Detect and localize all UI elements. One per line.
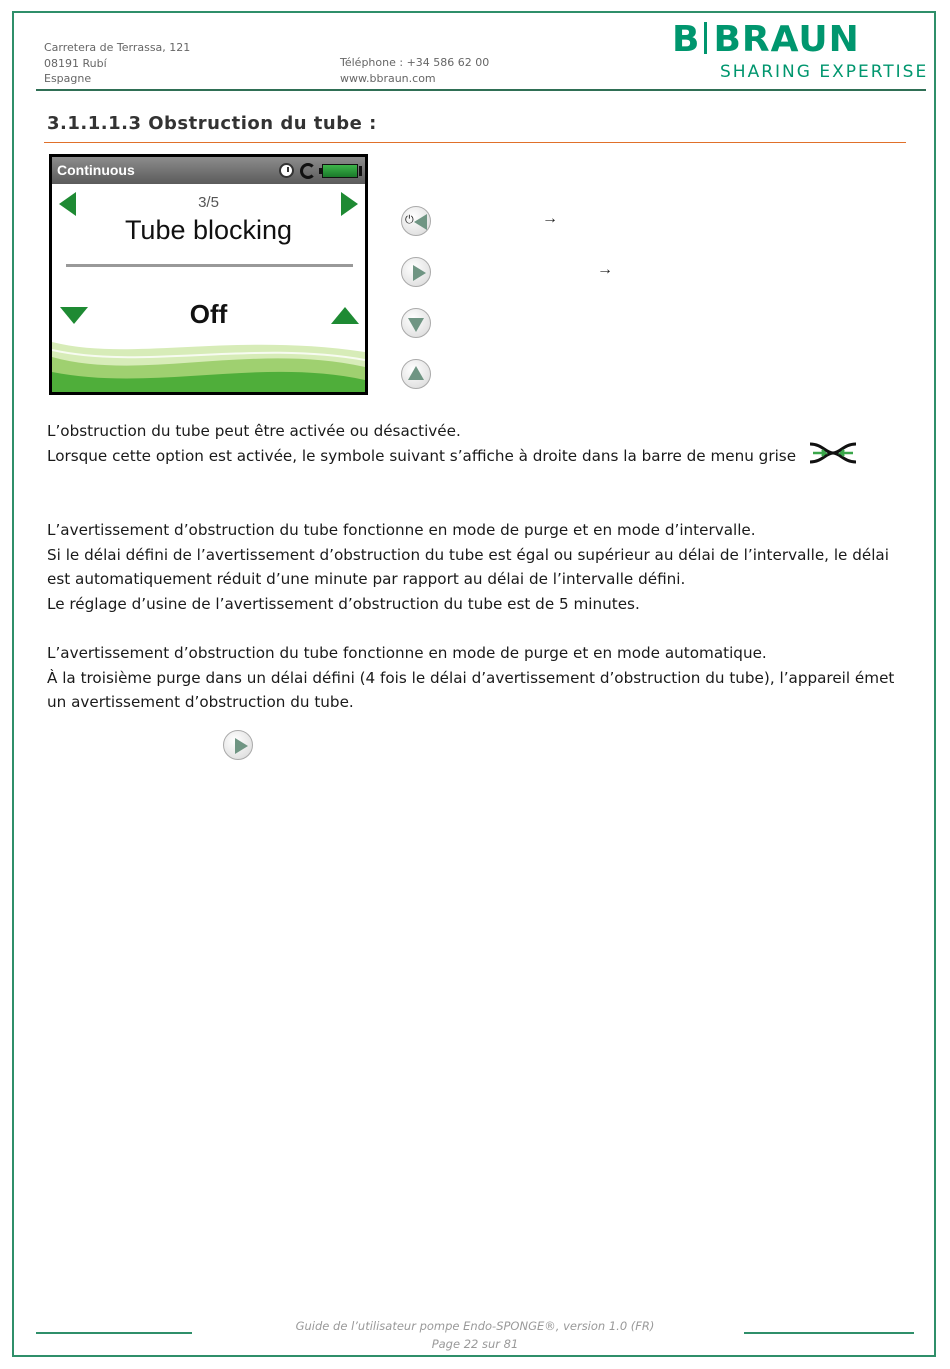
- left-arrow-icon: [414, 214, 427, 230]
- phone-number: Téléphone : +34 586 62 00: [340, 56, 490, 69]
- logo-wordmark: BRAUN: [713, 19, 860, 60]
- setting-value: Off: [189, 299, 228, 329]
- next-button-icon: [223, 730, 253, 760]
- logo-tagline: SHARING EXPERTISE: [720, 62, 929, 82]
- mode-label: Continuous: [57, 162, 135, 178]
- paragraph-activation: [47, 419, 796, 468]
- section-divider: [44, 142, 906, 143]
- paragraph-automatic-mode: [47, 641, 894, 715]
- bbraun-logo: [672, 18, 860, 62]
- legend-up-row: [401, 359, 701, 391]
- screen-divider: [66, 264, 353, 267]
- logo-letter-b: B: [672, 19, 701, 60]
- right-arrow-icon: →: [597, 261, 613, 278]
- play-arrow-icon: [235, 738, 248, 754]
- wave-decoration-icon: [52, 322, 365, 392]
- text-line: Si le délai défini de l’avertissement d’obstruction du tube est égal ou supérieur au délai de l’intervalle, le délai: [47, 545, 889, 564]
- company-address: [44, 40, 190, 87]
- text-line: L’avertissement d’obstruction du tube fonctionne en mode de purge et en mode automatique.: [47, 644, 767, 662]
- power-icon: ⏻: [405, 214, 414, 226]
- section-title: 3.1.1.1.3 Obstruction du tube :: [47, 113, 377, 134]
- device-menu-bar: [52, 157, 365, 184]
- device-display: [52, 157, 365, 392]
- text-line: Le réglage d’usine de l’avertissement d’obstruction du tube est de 5 minutes.: [47, 594, 640, 613]
- legend-back-row: [401, 206, 701, 238]
- header-divider: [36, 89, 926, 91]
- paragraph-interval-mode: [47, 518, 889, 616]
- company-contact: [340, 55, 489, 86]
- back-power-button-icon: [401, 206, 431, 236]
- right-arrow-icon: →: [542, 210, 558, 227]
- footer-guide-title: Guide de l’utilisateur pompe Endo-SPONGE®, version 1.0 (FR): [295, 1319, 655, 1333]
- text-line: un avertissement d’obstruction du tube.: [47, 693, 354, 711]
- text-line: est automatiquement réduit d’une minute par rapport au délai de l’intervalle défini.: [47, 570, 686, 588]
- legend-next-row: [401, 257, 701, 289]
- tube-blocking-icon: [808, 440, 858, 466]
- battery-cap-icon: [359, 166, 362, 176]
- text-line: À la troisième purge dans un délai défini (4 fois le délai d’avertissement d’obstruction du tube), l’appareil émet: [47, 668, 895, 687]
- address-line: Espagne: [44, 72, 92, 85]
- refresh-icon: [300, 163, 316, 179]
- text-line: L’avertissement d’obstruction du tube fonctionne en mode de purge et en mode d’intervalle.: [47, 521, 756, 539]
- play-arrow-icon: [413, 265, 426, 281]
- up-button-icon: [401, 359, 431, 389]
- setting-title: Tube blocking: [124, 215, 293, 245]
- text-line: Lorsque cette option est activée, le symbole suivant s’affiche à droite dans la barre de menu grise: [47, 446, 797, 465]
- up-arrow-icon: [408, 366, 424, 380]
- next-button-icon: [401, 257, 431, 287]
- down-arrow-icon: [408, 318, 424, 332]
- page-indicator: 3/5: [198, 194, 219, 211]
- footer-page-number: Page 22 sur 81: [431, 1337, 519, 1351]
- address-line: Carretera de Terrassa, 121: [44, 41, 191, 54]
- battery-icon: [322, 164, 358, 178]
- clock-icon: [279, 163, 294, 178]
- logo-divider: [704, 22, 707, 54]
- address-line: 08191 Rubí: [44, 56, 107, 70]
- device-screen-image: [49, 154, 368, 395]
- down-button-icon: [401, 308, 431, 338]
- website-link[interactable]: www.bbraun.com: [340, 71, 436, 85]
- text-line: L’obstruction du tube peut être activée ou désactivée.: [47, 422, 461, 440]
- legend-down-row: [401, 308, 701, 340]
